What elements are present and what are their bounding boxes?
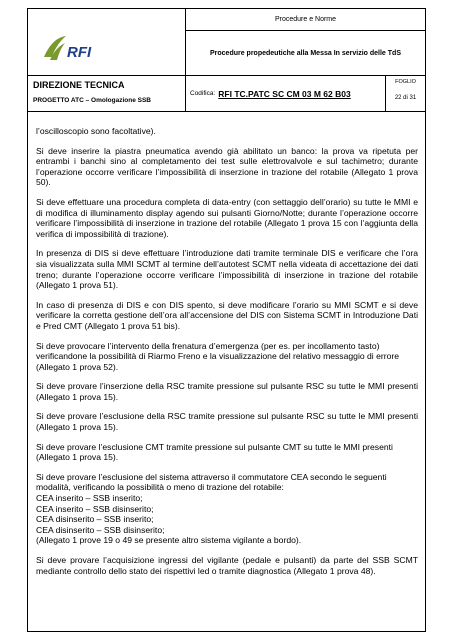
paragraph: Si deve provare l’acquisizione ingressi del vigilante (pedale e pulsanti) da parte del SSB SCMT mediante controllo dello stato dei rispettivi led o tramite diagnostica (Allegato 1 prova 48). <box>36 555 418 576</box>
sheet-value: 22 di 31 <box>394 95 417 101</box>
cea-intro: Si deve provare l’esclusione del sistema attraverso il commutatore CEA secondo le seguenti modalità, verificando la possibilità o meno di trazione del rotabile: <box>36 471 387 493</box>
logo-cell <box>28 9 186 76</box>
paragraph: Si deve provocare l’intervento della frenatura d’emergenza (per es. per incollamento tasto) verificandone la possibilità di Riarmo Freno e la visualizzazione del relativo messaggio di errore (Allegato 1 prova 52). <box>36 340 400 372</box>
paragraph: Si deve inserire la piastra pneumatica avendo già abilitato un banco: la prova va ripetuta per entrambi i banchi sino al completamento dei test sulle elettrovalvole e sul tachimetro; durante l’operazione occorre verificare l’impossibilità di inserzione in trazione del rotabile (Allegato 1 prova 50). <box>36 145 418 188</box>
rfi-logo <box>40 33 100 63</box>
paragraph: In presenza di DIS si deve effettuare l’introduzione dati tramite terminale DIS e verificare che l’ora sia visualizzata sulla MMI SCMT al termine dell’autotest SCMT nella videata di accettazione dei dati treno; durante l’operazione occorre verificare l’impossibilità di inserzione in trazione del rotabile (Allegato 1 prova 51). <box>36 248 418 291</box>
cea-line: CEA inserito – SSB disinserito; <box>36 503 154 514</box>
cea-line: CEA disinserito – SSB inserito; <box>36 514 154 525</box>
sheet-cell <box>386 76 425 112</box>
code-cell <box>186 76 386 112</box>
procedure-title: Procedure propedeutiche alla Messa In servizio delle TdS <box>209 49 401 57</box>
cea-line: CEA inserito – SSB inserito; <box>36 493 143 504</box>
cea-line: (Allegato 1 prove 19 o 49 se presente altro sistema vigilante a bordo). <box>36 535 302 546</box>
paragraph: Si deve provare l’esclusione CMT tramite pressione sul pulsante CMT su tutte le MMI presenti (Allegato 1 prova 15). <box>36 441 393 463</box>
paragraph: Si deve effettuare una procedura completa di data-entry (con settaggio dell’orario) su tutte le MMI e di modifica di illuminamento display agendo sui pulsanti Giorno/Notte; durante l’operazione occorre verificare l’impossibilità di inserzione in trazione del rotabile (Allegato 1 prova 15 con l’aggiunta della verifica di impossibilità di trazione). <box>36 196 418 239</box>
sheet-label: FOGLIO <box>395 79 416 85</box>
paragraph: l’oscilloscopio sono facoltative). <box>36 126 156 136</box>
cea-line: CEA disinserito – SSB disinserito; <box>36 524 165 535</box>
code-value: RFI TC.PATC SC CM 03 M 62 B03 <box>218 88 351 99</box>
direction-cell <box>28 76 186 112</box>
document-header <box>28 9 425 127</box>
document-page <box>27 8 426 632</box>
logo-text: RFI <box>67 44 92 61</box>
project-title: PROGETTO ATC – Omologazione SSB <box>33 97 151 104</box>
paragraph: In caso di presenza di DIS e con DIS spento, si deve modificare l’orario su MMI SCMT e si deve verificare la corretta gestione dell’ora all’accensione del DIS con Sistema SCMT in Introduzione Dati e Pred CMT (Allegato 1 prova 51 bis). <box>36 299 418 331</box>
document-body <box>36 126 418 585</box>
code-label: Codifica: <box>190 90 216 97</box>
paragraph: Si deve provare l’esclusione della RSC tramite pressione sul pulsante RSC su tutte le MMI presenti (Allegato 1 prova 15). <box>36 411 418 433</box>
direction-title: DIREZIONE TECNICA <box>33 80 125 90</box>
cea-block <box>36 472 418 546</box>
paragraph: Si deve provare l’inserzione della RSC tramite pressione sul pulsante RSC su tutte le MMI presenti (Allegato 1 prova 15). <box>36 381 418 402</box>
procedure-cell <box>186 9 425 76</box>
procedure-label: Procedure e Norme <box>186 9 425 31</box>
